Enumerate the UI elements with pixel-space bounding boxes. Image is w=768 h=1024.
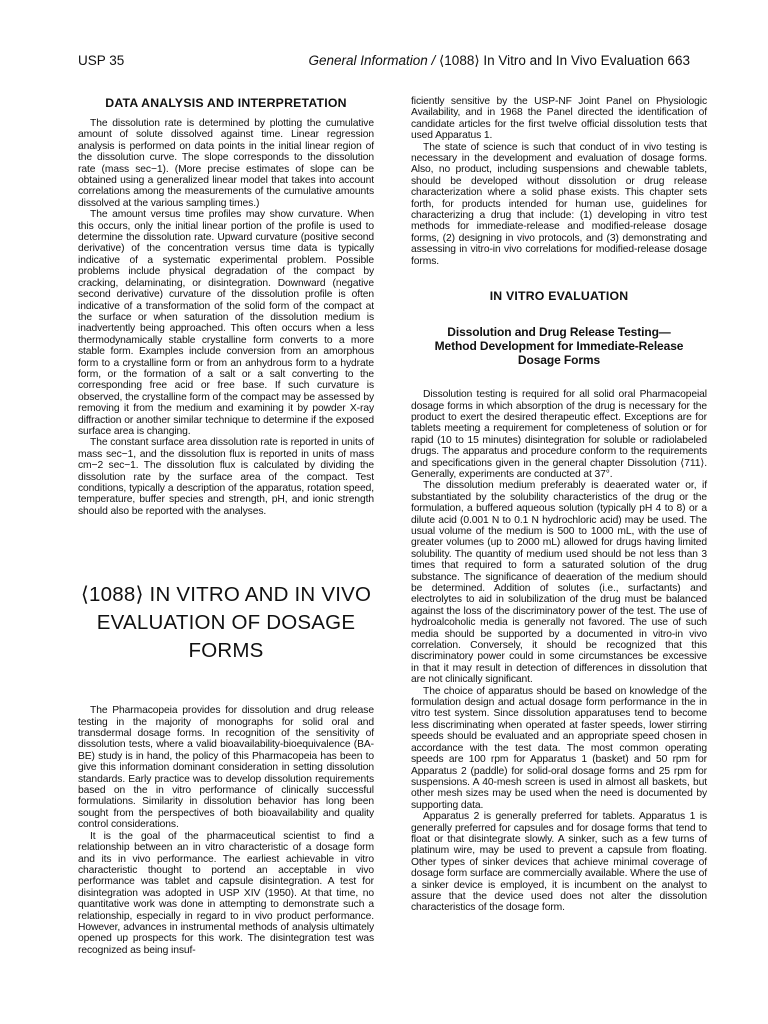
- body-paragraph: Dissolution testing is required for all solid oral Pharmacopeial dosage forms in which absorption of the drug is necessary for the product to exert the desired therapeutic effect. Exceptions are for tablets meeting a requirement for completeness of solution or for rapid (10 to 15 minutes) disintegration for soluble or radiolabeled drugs. The apparatus and procedure conform to the requirements and specifications given in the general chapter Dissolution ⟨711⟩. Generally, experiments are conducted at 37°.: [411, 389, 707, 480]
- body-paragraph: The amount versus time profiles may show curvature. When this occurs, only the initial linear portion of the profile is used to determine the dissolution rate. Upward curvature (positive second derivative) of the concentration versus time data is typically indicative of a systematic experimental problem. Possible problems include physical degradation of the compact by cracking, delaminating, or disintegration. Downward (negative second derivative) curvature of the dissolution profile is often indicative of a transformation of the solid form of the compact at the surface or when saturation of the dissolution medium is inadvertently being approached. This often occurs when a less thermodynamically stable crystalline form converts to a more stable form. Examples include conversion from an amorphous form to a crystalline form or from an anhydrous form to a hydrate form, or the formation of a salt or a salt converting to the corresponding free acid or free base. If such curvature is observed, the crystalline form of the compact may be assessed by removing it from the medium and examining it by powder X-ray diffraction or another similar technique to determine if the exposed surface area is changing.: [78, 209, 374, 437]
- chapter-title: [78, 581, 374, 665]
- body-paragraph: The dissolution medium preferably is deaerated water or, if substantiated by the solubility characteristics of the drug or the formulation, a buffered aqueous solution (typically pH 4 to 8) or a dilute acid (0.001 N to 0.1 N hydrochloric acid) may be used. The usual volume of the medium is 500 to 1000 mL, with the use of greater volumes (up to 2000 mL) allowed for drugs having limited solubility. The quantity of medium used should be not less than 3 times that required to form a saturated solution of the drug substance. The significance of deaeration of the medium should be determined. Addition of solutes (i.e., surfactants) and electrolytes to aid in solubilization of the drug must be balanced against the loss of the discriminatory power of the test. The use of hydroalcoholic media is generally not favored. The use of such media should be supported by a documented in vitro-in vivo correlation. Conversely, it should be recognized that this discriminatory power could in some circumstances be excessive in that it may result in detection of differences in dissolution that are not clinically significant.: [411, 480, 707, 686]
- right-column: [411, 96, 707, 914]
- dissolution-method-subheading: [411, 325, 707, 367]
- body-paragraph: The dissolution rate is determined by plotting the cumulative amount of solute dissolved against time. Linear regression analysis is performed on data points in the initial linear region of the dissolution curve. The slope corresponds to the dissolution rate (mass sec−1). (More precise estimates of slope can be obtained using a generalized linear model that takes into account correlations among the measurements of the cumulative amounts dissolved at the various sampling times.): [78, 118, 374, 209]
- data-analysis-heading: DATA ANALYSIS AND INTERPRETATION: [105, 96, 347, 110]
- in-vitro-evaluation-heading: IN VITRO EVALUATION: [489, 289, 629, 304]
- left-column: [78, 96, 374, 956]
- body-paragraph: The state of science is such that conduct of in vivo testing is necessary in the development and evaluation of dosage forms. Also, no product, including suspensions and chewable tablets, should be developed without dissolution or drug release characterization where a solid phase exists. This chapter sets forth, for products intended for human use, guidelines for characterizing a drug that include: (1) developing in vitro test methods for immediate-release and modified-release dosage forms, (2) designing in vivo protocols, and (3) demonstrating and assessing in vitro-in vivo correlations for modified-release dosage forms.: [411, 141, 707, 267]
- body-paragraph: It is the goal of the pharmaceutical scientist to find a relationship between an in vitro characteristic of a dosage form and its in vivo performance. The earliest achievable in vitro characteristic thought to portend an acceptable in vivo performance was tablet and capsule disintegration. A test for disintegration was adopted in USP XIV (1950). At that time, no quantitative work was done in attempting to demonstrate such a relationship, especially in regard to in vivo product performance. However, advances in instrumental methods of analysis ultimately opened up prospects for this work. The disintegration test was recognized as being insuf-: [78, 830, 374, 956]
- subheading-line: Dosage Forms: [517, 353, 601, 368]
- running-title-rest: ⟨1088⟩ In Vitro and In Vivo Evaluation 663: [435, 53, 690, 68]
- body-paragraph: ficiently sensitive by the USP-NF Joint Panel on Physiologic Availability, and in 1968 the Panel directed the identification of candidate articles for the first twelve official dissolution tests that used Apparatus 1.: [411, 96, 707, 142]
- body-paragraph: The Pharmacopeia provides for dissolution and drug release testing in the majority of monographs for solid oral and transdermal dosage forms. In recognition of the sensitivity of dissolution tests, where a valid bioavailability-bioequivalence (BA-BE) study is in hand, the policy of this Pharmacopeia has been to give this information dominant consideration in setting dissolution standards. Early practice was to develop dissolution requirements based on the in vitro performance of clinically successful formulations. Similarity in dissolution behavior has long been sought from the perspectives of both bioavailability and quality control considerations.: [78, 705, 374, 831]
- volume-label: USP 35: [78, 53, 125, 68]
- subheading-line: Dissolution and Drug Release Testing—: [447, 325, 671, 340]
- chapter-running-title: [308, 52, 690, 70]
- body-paragraph: The choice of apparatus should be based on knowledge of the formulation design and actual dosage form performance in the in vitro test system. Since dissolution apparatuses tend to become less discriminating when operated at faster speeds, lower stirring speeds should be evaluated and an appropriate speed chosen in accordance with the test data. The most common operating speeds are 100 rpm for Apparatus 1 (basket) and 50 rpm for Apparatus 2 (paddle) for solid-oral dosage forms and 25 rpm for suspensions. A 40-mesh screen is used in almost all baskets, but other mesh sizes may be used when the need is documented by supporting data.: [411, 685, 707, 811]
- chapter-title-line: ⟨1088⟩ IN VITRO AND IN VIVO: [80, 583, 372, 607]
- body-paragraph: Apparatus 2 is generally preferred for tablets. Apparatus 1 is generally preferred for capsules and for dosage forms that tend to float or that disintegrate slowly. A sinker, such as a few turns of platinum wire, may be used to prevent a capsule from floating. Other types of sinker devices that achieve minimal coverage of dosage form surface are commercially available. Where the use of a sinker device is employed, it is incumbent on the analyst to assure that the device used does not alter the dissolution characteristics of the dosage form.: [411, 811, 707, 914]
- running-title-italic: General Information /: [308, 53, 436, 68]
- subheading-line: Method Development for Immediate-Release: [434, 339, 684, 354]
- chapter-title-line: EVALUATION OF DOSAGE FORMS: [96, 611, 356, 663]
- body-paragraph: The constant surface area dissolution rate is reported in units of mass sec−1, and the dissolution flux is reported in units of mass cm−2 sec−1. The dissolution flux is calculated by dividing the dissolution rate by the surface area of the compact. Test conditions, typically a description of the apparatus, rotation speed, temperature, buffer species and strength, pH, and ionic strength should also be reported with the analyses.: [78, 437, 374, 517]
